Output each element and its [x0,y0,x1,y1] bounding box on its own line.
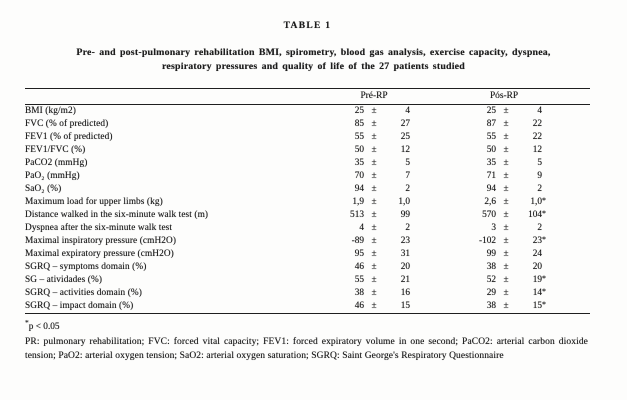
post-rp-plus-minus: ± [503,119,509,129]
table-row [25,105,590,119]
post-rp-plus-minus: ± [503,184,509,194]
post-rp-value: -102 [478,236,497,246]
post-rp-value: 35 [486,158,497,168]
pre-rp-sd: 27 [400,119,410,129]
table-row [25,235,590,248]
pre-rp-plus-minus: ± [371,275,377,285]
table-header [25,89,590,105]
table-row [25,196,590,209]
header-row [25,89,590,105]
post-rp-significance-star: * [542,298,590,312]
pre-rp-plus-minus: ± [371,223,377,233]
pre-rp-value: 95 [354,249,364,259]
post-rp-sd: 2 [537,184,543,194]
post-rp-value: 71 [486,171,497,181]
row-label: FEV1/FVC (%) [25,145,86,155]
pre-rp-significance-star [410,285,418,298]
pre-rp-plus-minus: ± [371,158,377,168]
post-rp-plus-minus: ± [503,262,509,272]
post-rp-value: 2,6 [484,197,497,207]
pre-rp-sd: 31 [400,249,410,259]
table-row [25,157,590,170]
pre-rp-significance-star [410,272,418,285]
significance-note [25,317,60,332]
post-rp-value: 94 [486,184,497,194]
pre-rp-value: 1,9 [352,197,364,207]
post-rp-value: 3 [491,223,497,233]
pre-rp-sd: 23 [400,236,410,246]
pre-rp-sd: 21 [400,275,410,285]
results-table [25,88,590,314]
post-rp-sd: 15 [516,300,542,314]
column-header-pre-rp: Pré-RP [330,89,418,105]
pre-rp-plus-minus: ± [371,106,377,116]
post-rp-significance-star [542,142,590,155]
post-rp-value: 52 [486,275,497,285]
table-row [25,222,590,235]
row-label: SaO₂ (%) [25,184,62,194]
post-rp-significance-star [542,246,590,259]
post-rp-sd: 4 [537,106,543,116]
row-label: Maximal inspiratory pressure (cmH2O) [25,236,177,246]
pre-rp-value: 70 [354,171,364,181]
row-label: Maximal expiratory pressure (cmH2O) [25,249,174,259]
pre-rp-plus-minus: ± [371,171,377,181]
row-label: Distance walked in the six-minute walk test (m) [25,210,209,220]
post-rp-sd: 20 [532,262,543,272]
post-rp-significance-star: * [542,235,547,244]
pre-rp-significance-star [410,168,418,181]
post-rp-sd: 9 [537,171,543,181]
post-rp-significance-star: * [542,209,547,218]
post-rp-significance-star [542,129,590,142]
significance-text: p < 0.05 [28,322,60,332]
row-label: SG – atividades (%) [25,275,103,285]
table-row [25,274,590,287]
pre-rp-sd: 12 [400,145,410,155]
post-rp-value: 29 [486,288,497,298]
post-rp-value: 38 [486,262,497,272]
pre-rp-sd: 2 [405,184,410,194]
post-rp-sd: 2 [537,223,543,233]
post-rp-plus-minus: ± [503,223,509,233]
pre-rp-sd: 20 [400,262,410,272]
pre-rp-plus-minus: ± [371,236,377,246]
post-rp-sd: 104 [528,210,543,220]
table-row [25,170,590,183]
pre-rp-significance-star [410,129,418,142]
post-rp-sd: 12 [532,145,543,155]
post-rp-sd: 5 [537,158,543,168]
table-row [25,287,590,300]
pre-rp-significance-star [410,155,418,168]
pre-rp-significance-star [410,103,418,117]
post-rp-plus-minus: ± [503,210,509,220]
pre-rp-sd: 16 [400,288,410,298]
pre-rp-sd: 25 [400,132,410,142]
post-rp-significance-star: * [542,287,547,296]
row-label: FEV1 (% of predicted) [25,132,113,142]
pre-rp-significance-star [410,259,418,272]
pre-rp-significance-star [410,194,418,207]
pre-rp-significance-star [410,116,418,129]
row-label: PaO₂ (mmHg) [25,171,80,181]
table-title: TABLE 1 [283,21,332,31]
row-label: Dyspnea after the six-minute walk test [25,223,173,233]
post-rp-plus-minus: ± [503,158,509,168]
post-rp-sd: 22 [532,132,543,142]
post-rp-sd: 1,0 [530,197,543,207]
pre-rp-value: 50 [354,145,364,155]
post-rp-significance-star [542,155,590,168]
pre-rp-plus-minus: ± [371,288,377,298]
post-rp-value: 55 [486,132,497,142]
post-rp-value: 99 [486,249,497,259]
pre-rp-value: 55 [354,275,364,285]
row-label: PaCO2 (mmHg) [25,158,88,168]
variable-column-header [25,89,330,105]
pre-rp-value: 94 [354,184,364,194]
pre-rp-value: 46 [354,262,364,272]
post-rp-plus-minus: ± [496,300,516,314]
post-rp-sd: 23 [532,236,543,246]
post-rp-significance-star [542,181,590,194]
pre-rp-plus-minus: ± [371,210,377,220]
significance-star: * [25,317,29,327]
table-row [25,131,590,144]
table-row [25,300,590,314]
pre-rp-value: 46 [330,300,364,314]
post-rp-significance-star [542,168,590,181]
post-rp-sd: 19 [532,275,543,285]
abbreviations-footnote: PR: pulmonary rehabilitation; FVC: forced vital capacity; FEV1: forced expiratory volume in one second; PaCO2: arterial carbon dioxide tension; PaO2: arterial oxygen tension; SaO2: arterial oxygen saturation; SGRQ: Saint George's Respiratory Questionnaire [25,337,588,361]
post-rp-significance-star: * [542,196,547,205]
pre-rp-sd: 15 [384,300,410,314]
post-rp-sd: 14 [532,288,543,298]
post-rp-value: 38 [418,300,496,314]
pre-rp-significance-star [410,298,418,312]
pre-rp-sd: 2 [405,223,410,233]
table-row [25,183,590,196]
pre-rp-significance-star [410,181,418,194]
pre-rp-value: 35 [354,158,364,168]
table-row [25,209,590,222]
post-rp-plus-minus: ± [503,236,509,246]
post-rp-value: 50 [486,145,497,155]
table-caption: Pre- and post-pulmonary rehabilitation BMI, spirometry, blood gas analysis, exercise capacity, dyspnea, respiratory pressures and quality of life of the 27 patients studied [76,47,551,72]
post-rp-plus-minus: ± [503,106,509,116]
pre-rp-plus-minus: ± [371,197,377,207]
pre-rp-significance-star [410,207,418,220]
table-row [25,261,590,274]
post-rp-significance-star [542,220,590,233]
pre-rp-sd: 99 [400,210,410,220]
table-row [25,118,590,131]
post-rp-plus-minus: ± [503,171,509,181]
table-body [25,105,590,314]
pre-rp-value: 25 [354,106,364,116]
post-rp-value: 25 [486,106,497,116]
post-rp-plus-minus: ± [503,249,509,259]
post-rp-significance-star [542,259,590,272]
pre-rp-value: 55 [354,132,364,142]
pre-rp-sd: 4 [405,106,410,116]
pre-rp-plus-minus: ± [364,300,384,314]
row-label: SGRQ – symptoms domain (%) [25,262,147,272]
post-rp-plus-minus: ± [503,288,509,298]
pre-rp-sd: 1,0 [398,197,410,207]
post-rp-plus-minus: ± [503,132,509,142]
row-label: FVC (% of predicted) [25,119,109,129]
pre-rp-sd: 5 [405,158,410,168]
column-header-pos-rp: Pós-RP [418,89,590,105]
pre-rp-value: 85 [354,119,364,129]
pre-rp-significance-star [410,246,418,259]
post-rp-value: 87 [486,119,497,129]
table-row [25,248,590,261]
row-label: SGRQ – activities domain (%) [25,288,142,298]
row-label: BMI (kg/m2) [25,106,76,116]
pre-rp-plus-minus: ± [371,145,377,155]
pre-rp-significance-star [410,233,418,246]
post-rp-plus-minus: ± [503,145,509,155]
pre-rp-plus-minus: ± [371,249,377,259]
pre-rp-significance-star [410,220,418,233]
pre-rp-sd: 7 [405,171,410,181]
table-row [25,144,590,157]
pre-rp-plus-minus: ± [371,132,377,142]
pre-rp-value: 513 [350,210,364,220]
pre-rp-value: -89 [351,236,364,246]
pre-rp-value: 4 [359,223,364,233]
pre-rp-plus-minus: ± [371,184,377,194]
post-rp-value: 570 [482,210,497,220]
post-rp-plus-minus: ± [503,275,509,285]
pre-rp-significance-star [410,142,418,155]
post-rp-sd: 24 [532,249,543,259]
post-rp-plus-minus: ± [503,197,509,207]
pre-rp-value: 38 [354,288,364,298]
row-label: Maximum load for upper limbs (kg) [25,197,163,207]
post-rp-significance-star: * [542,274,547,283]
post-rp-significance-star [542,103,590,117]
post-rp-sd: 22 [532,119,543,129]
post-rp-significance-star [542,116,590,129]
row-label: SGRQ – impact domain (%) [25,300,330,314]
pre-rp-plus-minus: ± [371,262,377,272]
pre-rp-plus-minus: ± [371,119,377,129]
